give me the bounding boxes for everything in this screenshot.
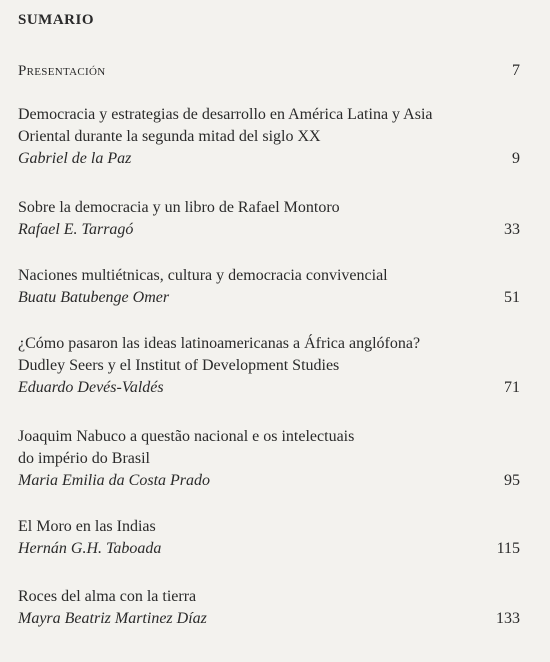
toc-entry xyxy=(18,333,520,399)
entry-title-line: Oriental durante la segunda mitad del siglo XX xyxy=(18,128,321,145)
entry-title-line: Roces del alma con la tierra xyxy=(18,588,197,605)
entry-page-number: 51 xyxy=(504,289,520,306)
entry-title-line: Sobre la democracia y un libro de Rafael Montoro xyxy=(18,199,340,216)
toc-entry-presentacion xyxy=(18,60,520,82)
entry-title-line: El Moro en las Indias xyxy=(18,518,156,535)
entry-page-number: 33 xyxy=(504,221,520,238)
entry-page-number: 115 xyxy=(496,540,520,557)
entry-page-number: 7 xyxy=(512,62,520,79)
entry-title-line: Presentación xyxy=(18,63,106,79)
entry-author: Mayra Beatriz Martinez Díaz xyxy=(18,610,207,627)
toc-entry xyxy=(18,516,520,560)
entry-page-number: 9 xyxy=(512,150,520,167)
entry-page-number: 95 xyxy=(504,472,520,489)
entry-page-number: 71 xyxy=(504,379,520,396)
entry-title-line: do império do Brasil xyxy=(18,450,150,467)
entry-title-line: ¿Cómo pasaron las ideas latinoamericanas a África anglófona? xyxy=(18,335,421,352)
toc-entry xyxy=(18,426,520,492)
entry-page-number: 133 xyxy=(496,610,520,627)
entry-author: Maria Emilia da Costa Prado xyxy=(18,472,211,489)
entry-title-line: Democracia y estrategias de desarrollo en América Latina y Asia xyxy=(18,106,433,123)
entry-author: Gabriel de la Paz xyxy=(18,150,132,167)
toc-entry xyxy=(18,197,520,241)
entry-author: Hernán G.H. Taboada xyxy=(18,540,162,557)
toc-entry xyxy=(18,586,520,630)
toc-entry xyxy=(18,104,520,170)
entry-author: Rafael E. Tarragó xyxy=(18,221,134,238)
toc-heading: SUMARIO xyxy=(18,12,95,28)
entry-title-line: Dudley Seers y el Institut of Development Studies xyxy=(18,357,340,374)
entry-author: Eduardo Devés-Valdés xyxy=(18,379,164,396)
entry-title-line: Joaquim Nabuco a questão nacional e os intelectuais xyxy=(18,428,355,445)
entry-title-line: Naciones multiétnicas, cultura y democracia convivencial xyxy=(18,267,388,284)
toc-entry xyxy=(18,265,520,309)
entry-author: Buatu Batubenge Omer xyxy=(18,289,170,306)
